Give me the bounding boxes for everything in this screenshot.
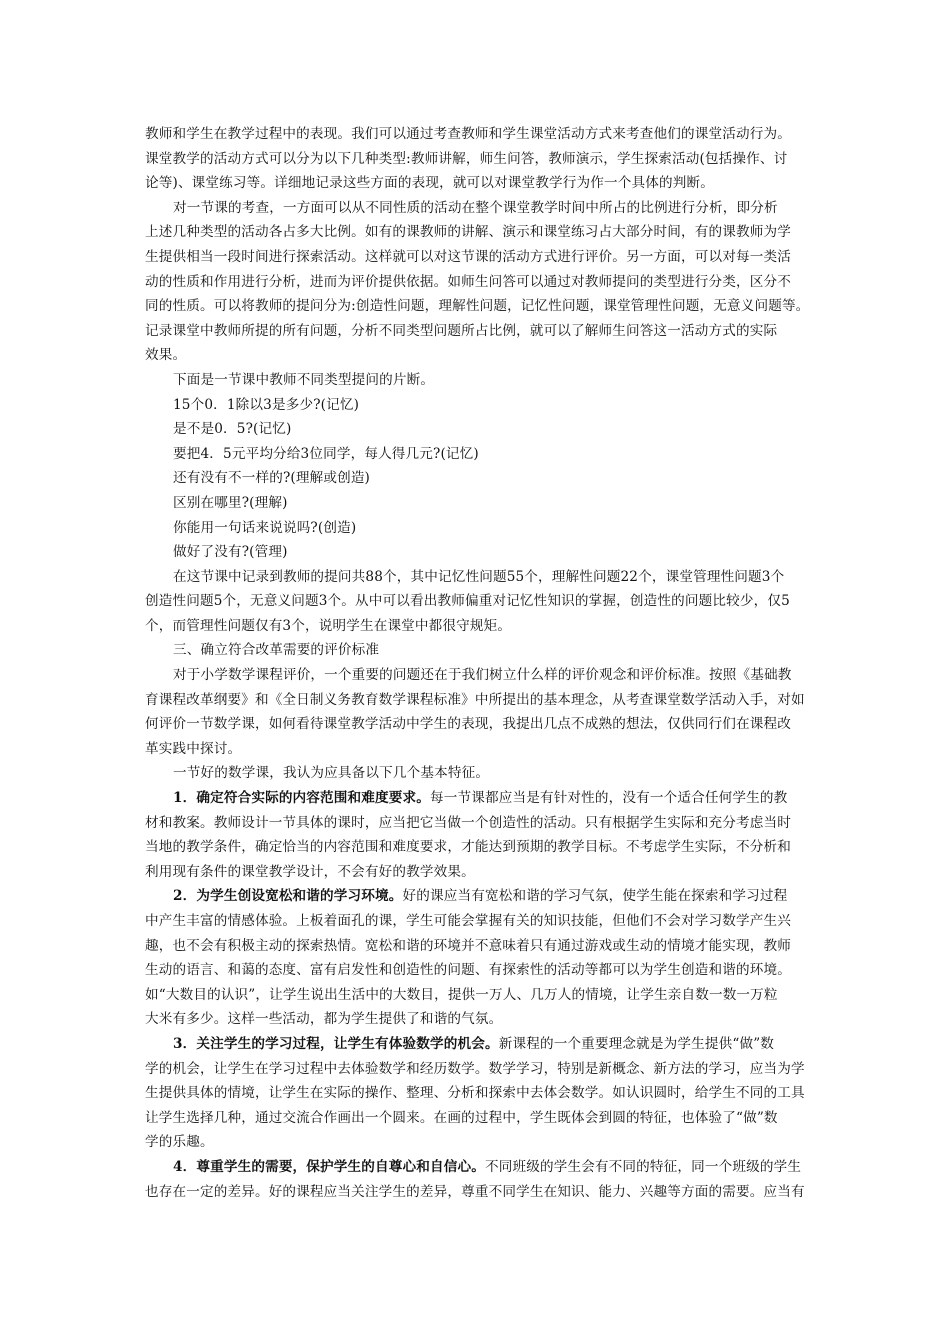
line-text: 也存在一定的差异。好的课程应当关注学生的差异，尊重不同学生在知识、能力、兴趣等方面的需要。应当有 xyxy=(145,1183,805,1200)
text-line xyxy=(145,245,810,270)
text-line xyxy=(145,614,810,639)
text-line xyxy=(145,934,810,959)
text-line xyxy=(145,835,810,860)
line-text: 效果。 xyxy=(145,347,187,364)
text-line xyxy=(145,1155,810,1180)
bold-heading: 4．尊重学生的需要，保护学生的自尊心和自信心。 xyxy=(173,1158,485,1175)
line-text: 记录课堂中教师所提的所有问题，分析不同类型问题所占比例，就可以了解师生问答这一活动方式的实际 xyxy=(145,322,778,339)
line-text: 对于小学数学课程评价，一个重要的问题还在于我们树立什么样的评价观念和评价标准。按照《基础教 xyxy=(173,667,792,684)
line-text: 让学生选择几种，通过交流合作画出一个圆来。在画的过程中，学生既体会到圆的特征，也体验了“做”数 xyxy=(145,1109,778,1126)
line-text: 个，而管理性问题仅有3个，说明学生在课堂中都很守规矩。 xyxy=(145,617,512,634)
line-text: 教师和学生在教学过程中的表现。我们可以通过考查教师和学生课堂活动方式来考查他们的课堂活动行为。 xyxy=(145,126,791,142)
text-line xyxy=(145,1057,810,1082)
line-text: 大米有多少。这样一些活动，都为学生提供了和谐的气氛。 xyxy=(145,1011,503,1028)
line-text: 何评价一节数学课，如何看待课堂教学活动中学生的表现，我提出几点不成熟的想法，仅供同行们在课程改 xyxy=(145,716,791,733)
line-text: 生动的语言、和蔼的态度、富有启发性和创造性的问题、有探索性的活动等都可以为学生创造和谐的环境。 xyxy=(145,962,791,979)
text-line xyxy=(145,466,810,491)
text-line xyxy=(145,786,810,811)
text-line xyxy=(145,270,810,295)
text-line xyxy=(145,638,810,663)
text-line xyxy=(145,393,810,418)
line-text: 还有没有不一样的?(理解或创造) xyxy=(173,470,371,487)
text-line xyxy=(145,1081,810,1106)
text-line xyxy=(145,712,810,737)
line-text: 对一节课的考查，一方面可以从不同性质的活动在整个课堂教学时间中所占的比例进行分析，即分析 xyxy=(173,199,778,216)
text-line xyxy=(145,884,810,909)
line-text: 利用现有条件的课堂教学设计，不会有好的教学效果。 xyxy=(145,863,475,880)
line-text: 要把4．5元平均分给3位同学，每人得几元?(记忆) xyxy=(173,445,479,462)
text-line xyxy=(145,1180,810,1205)
line-text: 下面是一节课中教师不同类型提问的片断。 xyxy=(173,371,435,388)
text-line xyxy=(145,1106,810,1131)
text-line xyxy=(145,516,810,541)
line-text: 不同班级的学生会有不同的特征，同一个班级的学生 xyxy=(484,1158,802,1175)
text-line xyxy=(145,1032,810,1057)
line-text: 好的课应当有宽松和谐的学习气氛，使学生能在探索和学习过程 xyxy=(402,888,788,905)
text-line xyxy=(145,319,810,344)
line-text: 学的机会，让学生在学习过程中去体验数学和经历数学。数学学习，特别是新概念、新方法的学习，应当为学 xyxy=(145,1060,805,1077)
line-text: 动的性质和作用进行分析，进而为评价提供依据。如师生问答可以通过对教师提问的类型进行分类，区分不 xyxy=(145,273,791,290)
line-text: 上述几种类型的活动各占多大比例。如有的课教师的讲解、演示和课堂练习占大部分时间，有的课教师为学 xyxy=(145,224,791,241)
text-line xyxy=(145,122,810,147)
line-text: 生提供相当一段时间进行探索活动。这样就可以对这节课的活动方式进行评价。另一方面，可以对每一类活 xyxy=(145,248,791,265)
text-line xyxy=(145,737,810,762)
text-line xyxy=(145,294,810,319)
line-text: 课堂教学的活动方式可以分为以下几种类型:教师讲解，师生问答，教师演示，学生探索活动(包括操作、讨 xyxy=(145,150,788,167)
text-line xyxy=(145,860,810,885)
text-line xyxy=(145,589,810,614)
bold-heading: 2．为学生创设宽松和谐的学习环境。 xyxy=(173,888,403,905)
text-line xyxy=(145,983,810,1008)
text-line xyxy=(145,1007,810,1032)
text-line xyxy=(145,1130,810,1155)
bold-heading: 3．关注学生的学习过程，让学生有体验数学的机会。 xyxy=(173,1035,499,1052)
line-text: 创造性问题5个，无意义问题3个。从中可以看出教师偏重对记忆性知识的掌握，创造性的问题比较少，仅5 xyxy=(145,593,790,610)
text-line xyxy=(145,540,810,565)
text-line xyxy=(145,909,810,934)
line-text: 学的乐趣。 xyxy=(145,1134,214,1151)
text-line xyxy=(145,171,810,196)
line-text: 生提供具体的情境，让学生在实际的操作、整理、分析和探索中去体会数学。如认识圆时，给学生不同的工具 xyxy=(145,1085,805,1102)
line-text: 同的性质。可以将教师的提问分为:创造性问题，理解性问题，记忆性问题，课堂管理性问题，无意义问题等。 xyxy=(145,298,810,315)
text-line xyxy=(145,147,810,172)
line-text: 论等)、课堂练习等。详细地记录这些方面的表现，就可以对课堂教学行为作一个具体的判断。 xyxy=(145,175,714,192)
line-text: 一节好的数学课，我认为应具备以下几个基本特征。 xyxy=(173,765,490,782)
text-line xyxy=(145,958,810,983)
text-line xyxy=(145,761,810,786)
line-text: 中产生丰富的情感体验。上板着面孔的课，学生可能会掌握有关的知识技能，但他们不会对学习数学产生兴 xyxy=(145,913,791,929)
text-line xyxy=(145,368,810,393)
line-text: 是不是0．5?(记忆) xyxy=(173,421,292,438)
line-text: 当地的教学条件，确定恰当的内容范围和难度要求，才能达到预期的教学目标。不考虑学生实际，不分析和 xyxy=(145,839,791,856)
document-body xyxy=(145,122,810,1204)
text-line xyxy=(145,343,810,368)
line-text: 每一节课都应当是有针对性的，没有一个适合任何学生的教 xyxy=(430,790,788,807)
line-text: 做好了没有?(管理) xyxy=(173,544,288,561)
line-text: 革实践中探讨。 xyxy=(145,740,242,757)
text-line xyxy=(145,220,810,245)
line-text: 区别在哪里?(理解) xyxy=(173,494,288,511)
line-text: 新课程的一个重要理念就是为学生提供“做”数 xyxy=(498,1035,775,1052)
line-text: 育课程改革纲要》和《全日制义务教育数学课程标准》中所提出的基本理念，从考查课堂数学活动入手，对如 xyxy=(145,691,805,708)
text-line xyxy=(145,196,810,221)
text-line xyxy=(145,565,810,590)
bold-heading: 1．确定符合实际的内容范围和难度要求。 xyxy=(173,790,430,807)
text-line xyxy=(145,417,810,442)
line-text: 15个0．1除以3是多少?(记忆) xyxy=(173,396,360,413)
text-line xyxy=(145,491,810,516)
line-text: 如“大数目的认识”，让学生说出生活中的大数目，提供一万人、几万人的情境，让学生亲自数一数一万粒 xyxy=(145,986,778,1003)
text-line xyxy=(145,442,810,467)
line-text: 材和教案。教师设计一节具体的课时，应当把它当做一个创造性的活动。只有根据学生实际和充分考虑当时 xyxy=(145,814,791,831)
text-line xyxy=(145,663,810,688)
line-text: 三、确立符合改革需要的评价标准 xyxy=(173,642,380,659)
line-text: 趣，也不会有积极主动的探索热情。宽松和谐的环境并不意味着只有通过游戏或生动的情境才能实现，教师 xyxy=(145,937,791,954)
text-line xyxy=(145,688,810,713)
line-text: 你能用一句话来说说吗?(创造) xyxy=(173,519,357,536)
line-text: 在这节课中记录到教师的提问共88个，其中记忆性问题55个，理解性问题22个，课堂管理性问题3个 xyxy=(173,568,785,585)
text-line xyxy=(145,811,810,836)
